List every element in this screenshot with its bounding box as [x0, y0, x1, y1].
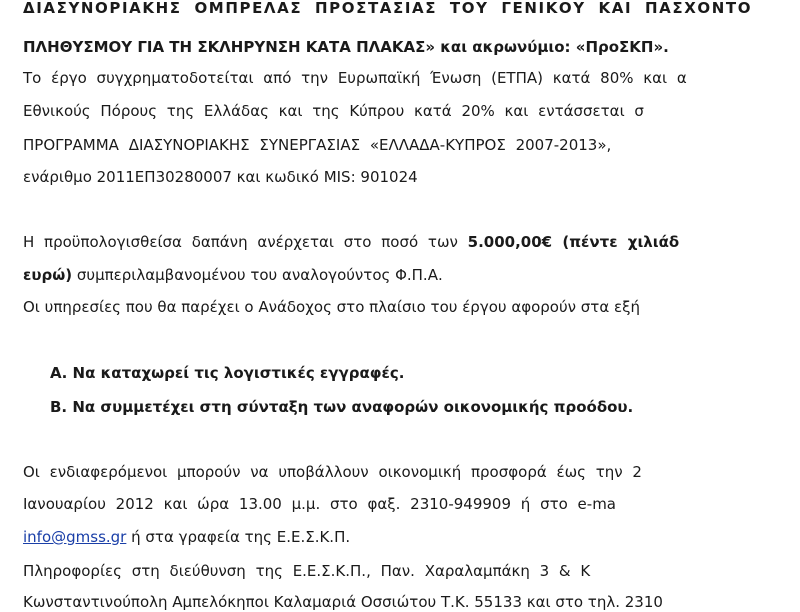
info-line-2: Κωνσταντινούπολη Αμπελόκηποι Καλαμαριά Οσσιώτου Τ.Κ. 55133 και στο τηλ. 2310: [23, 593, 663, 611]
budget-vat-text: συμπεριλαμβανομένου του αναλογούντος Φ.Π.Α.: [72, 266, 443, 284]
list-item-a: Α. Να καταχωρεί τις λογιστικές εγγραφές.: [50, 364, 405, 382]
submission-line-2: Ιανουαρίου 2012 και ώρα 13.00 μ.μ. στο φαξ. 2310-949909 ή στο e-ma: [23, 495, 616, 513]
info-line-1: Πληροφορίες στη διεύθυνση της Ε.Ε.Σ.Κ.Π., Παν. Χαραλαμπάκη 3 & Κ: [23, 562, 591, 580]
paragraph-1-line-4: Εθνικούς Πόρους της Ελλάδας και της Κύπρου κατά 20% και εντάσσεται σ: [23, 102, 644, 120]
paragraph-1-line-6: ενάριθμο 2011ΕΠ30280007 και κωδικό MIS: 901024: [23, 168, 418, 186]
list-item-b: Β. Να συμμετέχει στη σύνταξη των αναφορών οικονομικής προόδου.: [50, 398, 634, 416]
budget-amount: 5.000,00€ (πέντε χιλιάδ: [467, 233, 680, 251]
paragraph-1-line-5: ΠΡΟΓΡΑΜΜΑ ΔΙΑΣΥΝΟΡΙΑΚΗΣ ΣΥΝΕΡΓΑΣΙΑΣ «ΕΛΛΑΔΑ-ΚΥΠΡΟΣ 2007-2013»,: [23, 136, 612, 154]
email-link[interactable]: info@gmss.gr: [23, 528, 127, 546]
budget-line-1: [23, 232, 679, 252]
budget-amount-end: ευρώ): [23, 266, 73, 284]
budget-line-2: [23, 265, 443, 285]
submission-office-text: ή στα γραφεία της Ε.Ε.Σ.Κ.Π.: [126, 528, 351, 546]
paragraph-1-line-3: Το έργο συγχρηματοδοτείται από την Ευρωπαϊκή Ένωση (ΕΤΠΑ) κατά 80% και α: [23, 69, 687, 87]
submission-line-1: Οι ενδιαφερόμενοι μπορούν να υποβάλλουν οικονομική προσφορά έως την 2: [23, 463, 642, 481]
budget-text: Η προϋπολογισθείσα δαπάνη ανέρχεται στο ποσό των: [23, 233, 468, 251]
heading-line-1: ΔΙΑΣΥΝΟΡΙΑΚΗΣ ΟΜΠΡΕΛΑΣ ΠΡΟΣΤΑΣΙΑΣ ΤΟΥ ΓΕΝΙΚΟΥ ΚΑΙ ΠΑΣΧΟΝΤΟ: [23, 0, 753, 17]
submission-line-3: [23, 527, 350, 547]
heading-line-2: ΠΛΗΘΥΣΜΟΥ ΓΙΑ ΤΗ ΣΚΛΗΡΥΝΣΗ ΚΑΤΑ ΠΛΑΚΑΣ» και ακρωνύμιο: «ΠροΣΚΠ».: [23, 38, 669, 56]
services-intro: Οι υπηρεσίες που θα παρέχει ο Ανάδοχος στο πλαίσιο του έργου αφορούν στα εξή: [23, 298, 640, 316]
